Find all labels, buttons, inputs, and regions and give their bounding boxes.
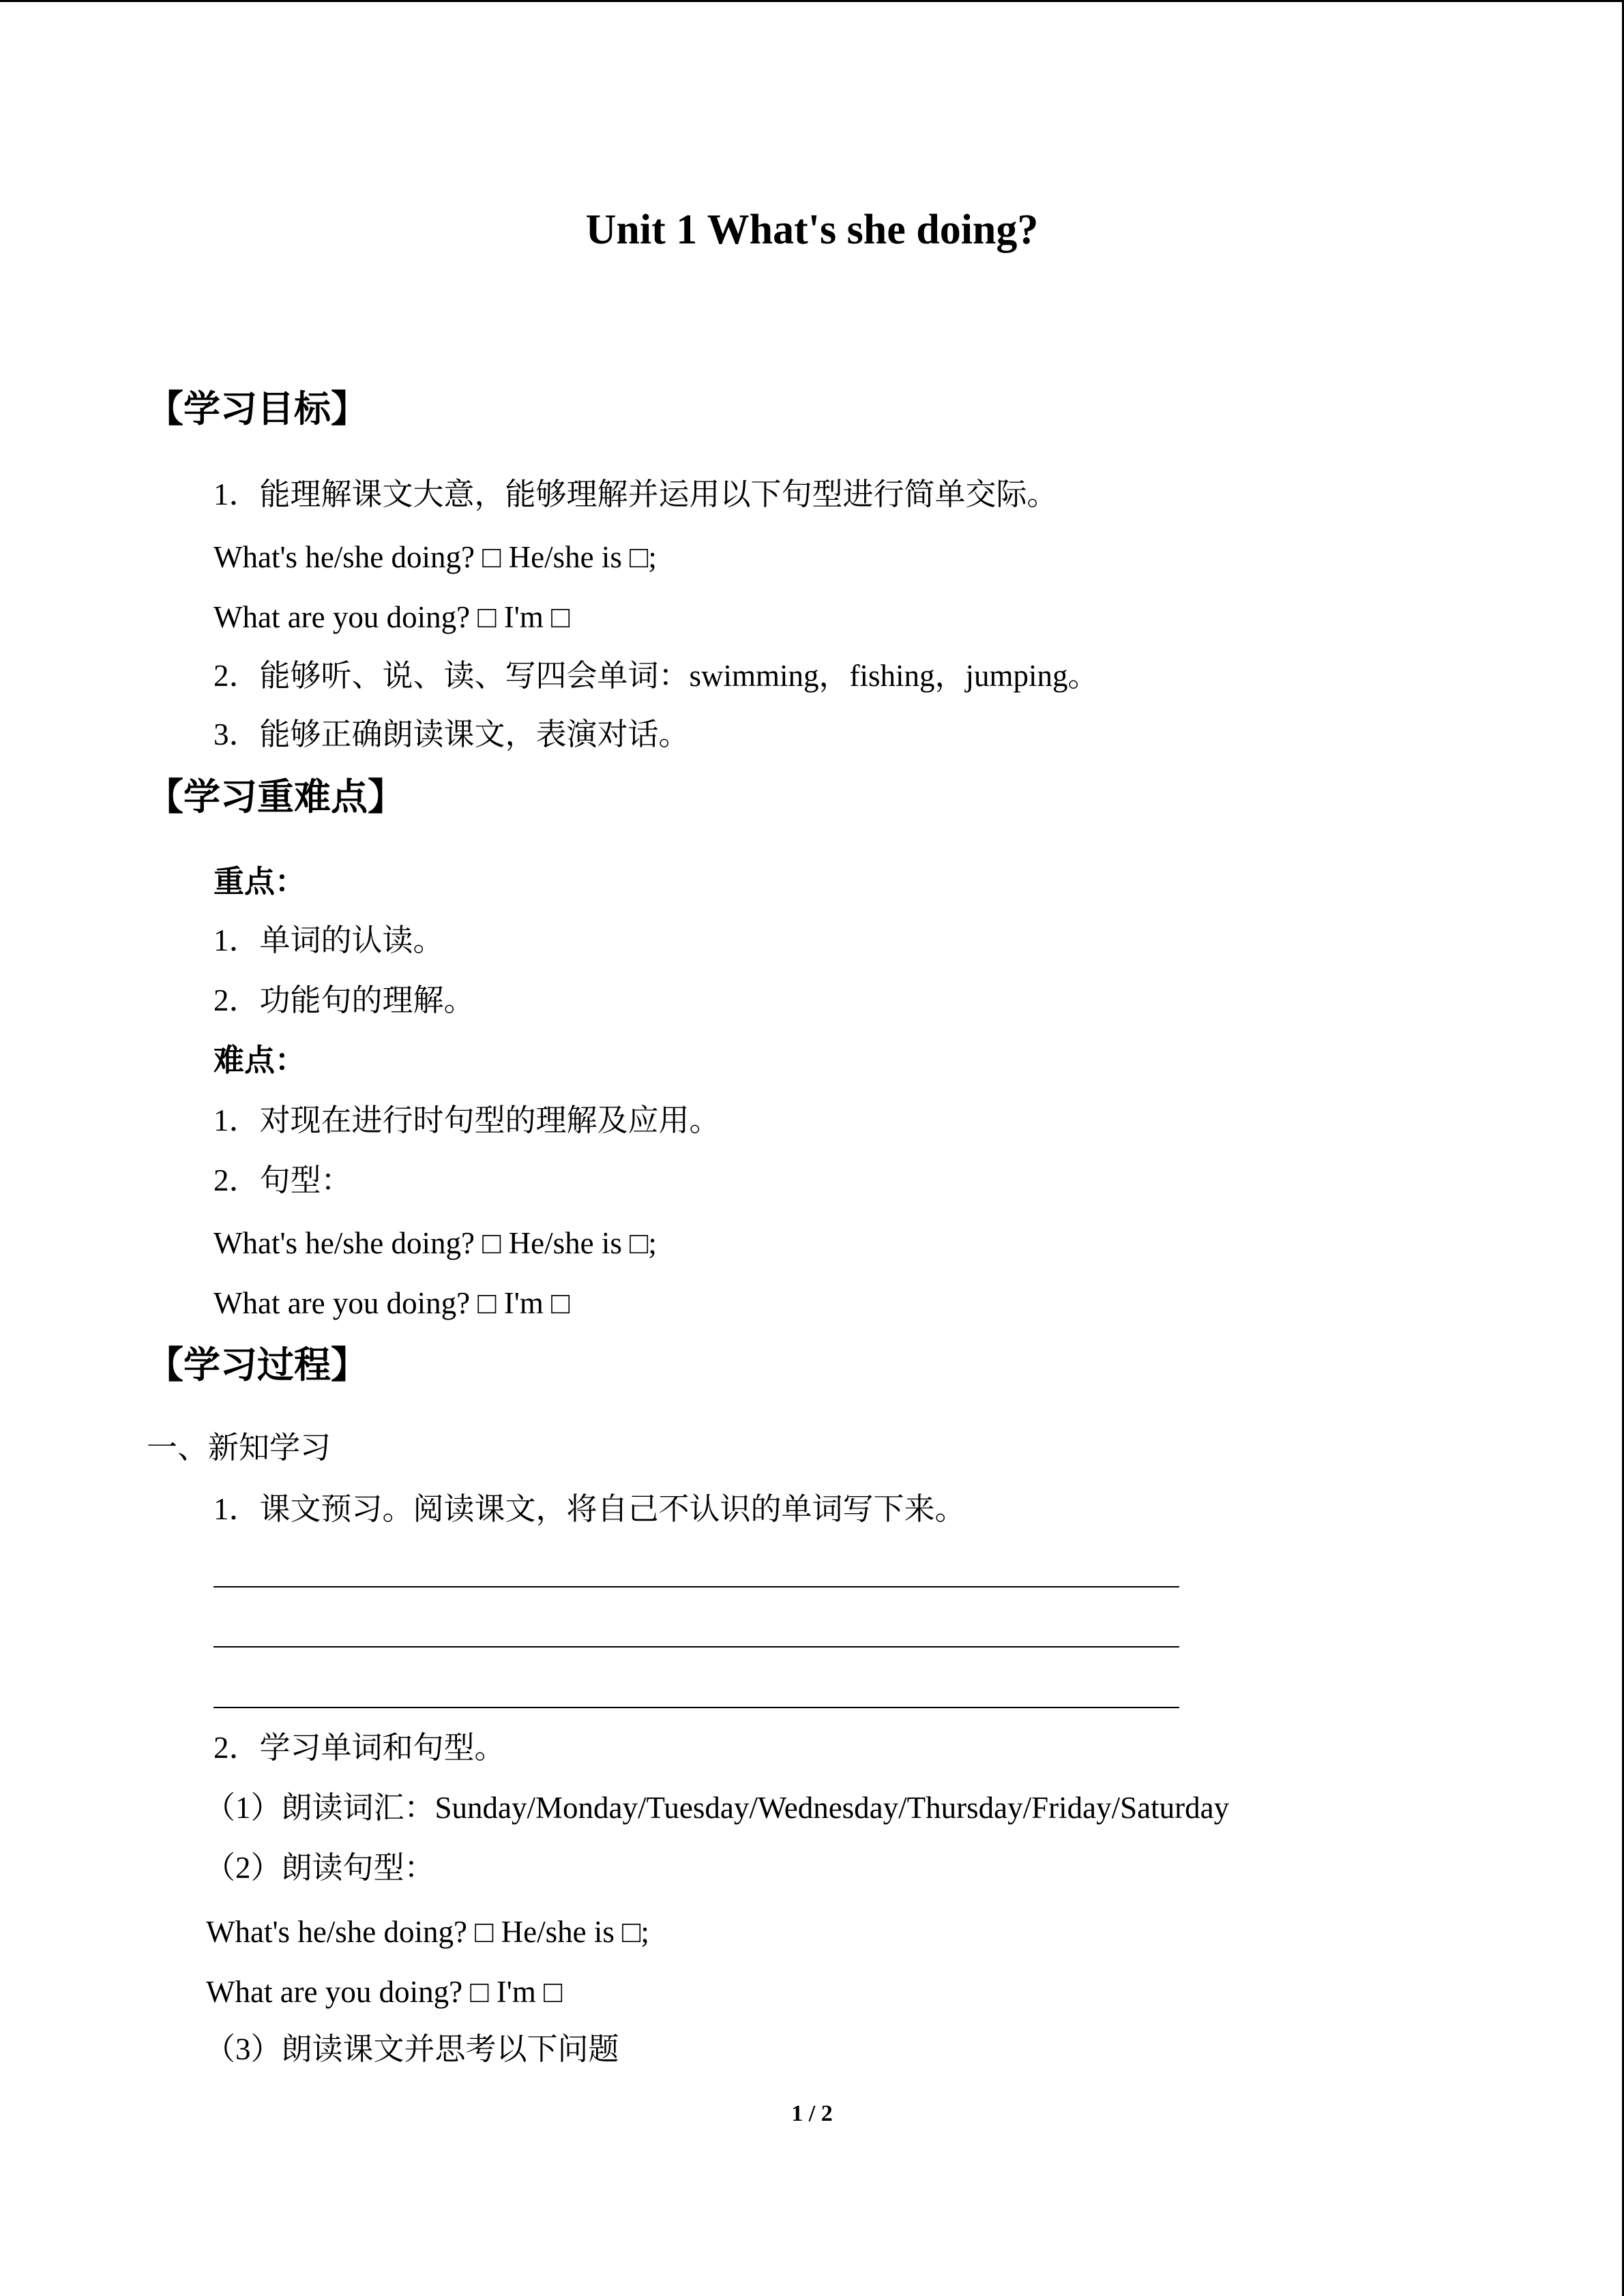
process-part-one: 一、新知学习 [147,1431,331,1465]
difficult-line-2: 2．句型： [213,1163,352,1197]
answer-blank-line-1[interactable] [213,1586,1179,1587]
goal-line-3: What are you doing? □ I'm □ [213,600,570,634]
process-item-two: 2．学习单词和句型。 [213,1731,505,1765]
goal-line-1: 1．能理解课文大意，能够理解并运用以下句型进行简单交际。 [213,477,1058,511]
difficult-line-3: What's he/she doing? □ He/she is □; [213,1226,657,1260]
process-sub-two: （2）朗读句型： [205,1851,435,1885]
difficult-line-1: 1．对现在进行时句型的理解及应用。 [213,1103,720,1137]
page-number: 1 / 2 [791,2101,833,2126]
document-title: Unit 1 What's she doing? [585,207,1039,253]
section-heading-key-points: 【学习重难点】 [147,775,404,818]
key-label: 重点： [213,865,306,899]
goal-line-5: 3．能够正确朗读课文，表演对话。 [213,717,690,751]
process-item-one: 1．课文预习。阅读课文，将自己不认识的单词写下来。 [213,1492,966,1526]
process-sub-one: （1）朗读词汇：Sunday/Monday/Tuesday/Wednesday/Thursday/Friday/Saturday [205,1791,1230,1825]
section-heading-goals: 【学习目标】 [147,387,368,430]
page-top-border [0,0,1624,2]
answer-blank-line-3[interactable] [213,1707,1179,1708]
answer-blank-line-2[interactable] [213,1646,1179,1648]
section-heading-process: 【学习过程】 [147,1343,368,1386]
difficult-line-4: What are you doing? □ I'm □ [213,1286,570,1320]
process-sentence-1: What's he/she doing? □ He/she is □; [206,1915,649,1949]
goal-line-4: 2．能够听、说、读、写四会单词：swimming，fishing，jumping。 [213,659,1099,693]
process-sentence-2: What are you doing? □ I'm □ [206,1975,563,2009]
key-line-2: 2．功能句的理解。 [213,983,475,1017]
difficult-label: 难点： [213,1043,306,1077]
goal-line-2: What's he/she doing? □ He/she is □; [213,540,657,574]
process-sub-three: （3）朗读课文并思考以下问题 [205,2032,619,2066]
key-line-1: 1．单词的认读。 [213,923,444,957]
